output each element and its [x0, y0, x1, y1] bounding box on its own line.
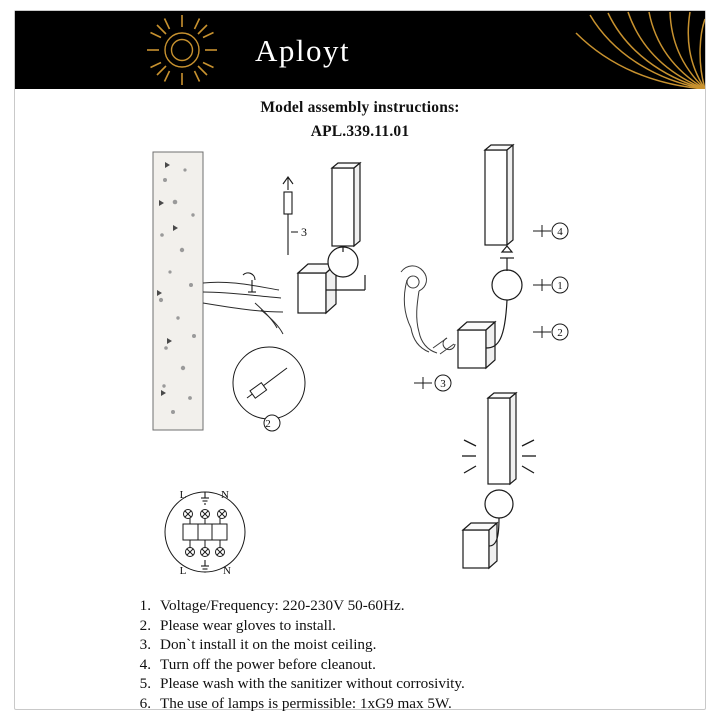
wall-section-figure — [153, 152, 203, 430]
list-item — [125, 616, 685, 636]
list-item-text: The use of lamps is permissible: 1xG9 max 5W. — [160, 694, 452, 712]
brand-name: Aployt — [255, 33, 351, 68]
finished-lamp-figure — [463, 393, 516, 568]
callout-1: 1 — [557, 280, 563, 292]
list-item — [125, 694, 685, 714]
sunburst-icon — [146, 14, 218, 86]
callout-2: 2 — [557, 327, 563, 339]
wire-label-l-bottom: L — [179, 565, 187, 577]
wiring-diagram — [165, 492, 245, 572]
brand-banner — [15, 11, 705, 89]
callout-1-marker — [533, 277, 568, 293]
list-item-number: 3. — [139, 636, 151, 653]
screwdriver-top-icon — [283, 177, 293, 255]
lamp-bracket-figure — [458, 246, 522, 368]
wire-label-l-top: L — [179, 489, 187, 501]
wire-label-n-top: N — [221, 489, 229, 501]
hand-sketch-icon — [401, 266, 455, 354]
callout-4-marker — [533, 223, 568, 239]
callout-2-marker — [533, 324, 568, 340]
assembly-figures — [15, 140, 705, 590]
lamp-assembly-left — [298, 163, 365, 313]
list-item — [125, 655, 685, 675]
list-item-number: 4. — [139, 655, 151, 673]
list-item-number: 5. — [139, 675, 151, 692]
list-item-text: Please wash with the sanitizer without corrosivity. — [160, 675, 465, 692]
callout-4: 4 — [557, 226, 563, 238]
list-item — [125, 596, 685, 616]
list-item — [125, 635, 685, 655]
list-item-text: Turn off the power before cleanout. — [160, 655, 376, 673]
rays-icon — [450, 11, 705, 89]
list-item — [125, 674, 685, 694]
list-item-number: 2. — [139, 616, 151, 634]
wire-label-n-bottom: N — [223, 565, 231, 577]
callout-3: 3 — [440, 378, 446, 390]
title-block — [0, 99, 720, 141]
list-item-number: 6. — [139, 694, 151, 712]
instruction-list — [125, 596, 685, 713]
callout-3-left: 3 — [301, 225, 307, 239]
callout-2-left: 2 — [265, 418, 271, 430]
list-item-number: 1. — [139, 597, 151, 614]
model-code: APL.339.11.01 — [310, 123, 410, 140]
list-item-text: Don`t install it on the moist ceiling. — [160, 636, 377, 653]
page-title: Model assembly instructions: — [260, 99, 460, 116]
screw-icon-left — [243, 273, 256, 292]
list-item-text: Voltage/Frequency: 220-230V 50-60Hz. — [160, 597, 405, 614]
list-item-text: Please wear gloves to install. — [160, 616, 336, 634]
lamp-tube-figure — [485, 145, 513, 245]
